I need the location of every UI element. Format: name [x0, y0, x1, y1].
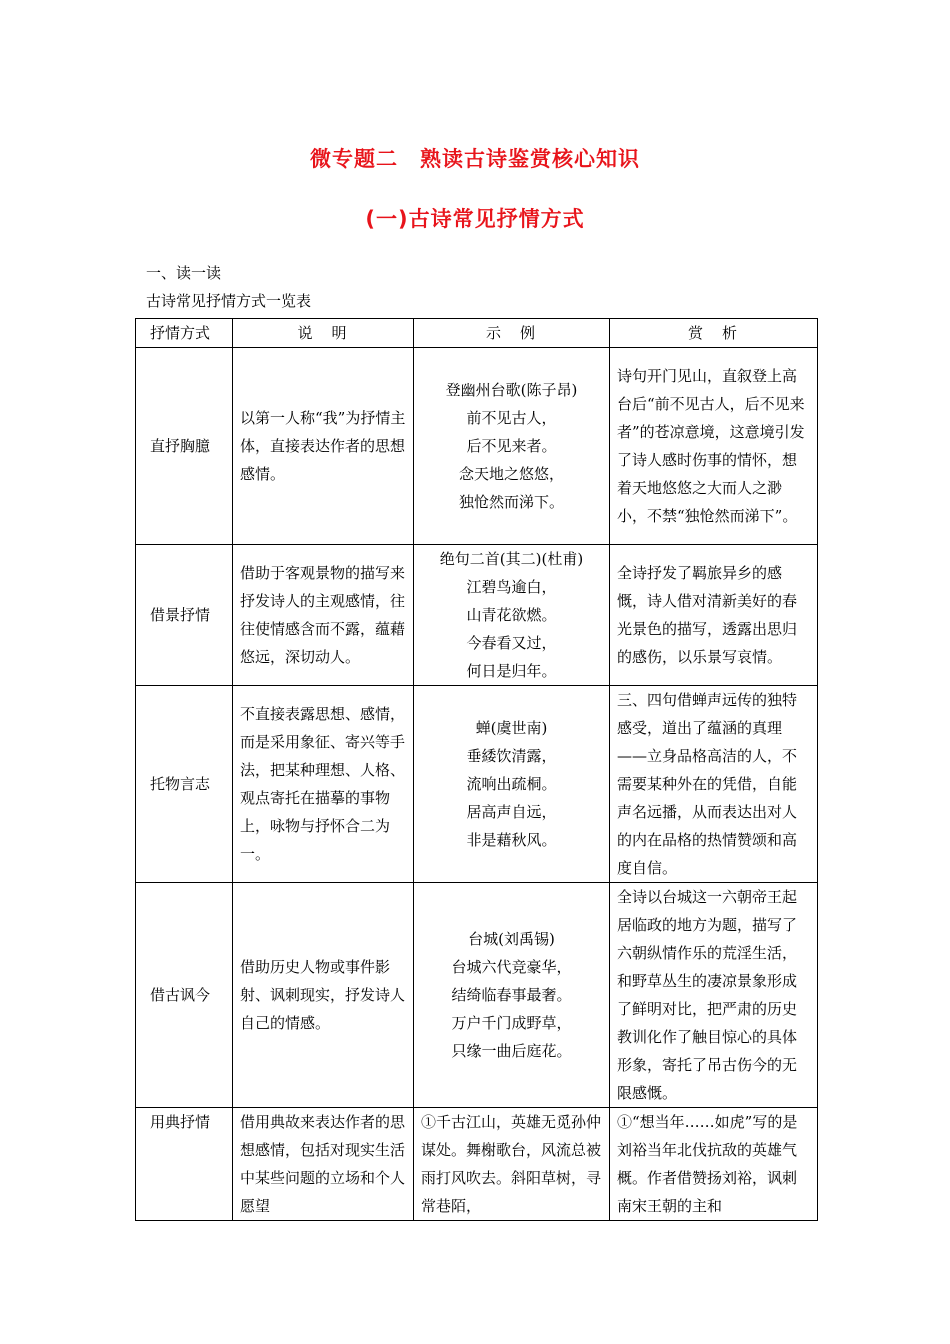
- example-line: 江碧鸟逾白，: [466, 578, 557, 596]
- method-cell: 托物言志: [136, 686, 233, 883]
- example-cell: [414, 545, 610, 686]
- analysis-cell: 三、四句借蝉声远传的独特感受，道出了蕴涵的真理——立身品格高洁的人，不需要某种外在的凭借，自能声名远播，从而表达出对人的内在品格的热情赞颂和高度自信。: [610, 686, 818, 883]
- example-line: 万户千门成野草，: [451, 1014, 572, 1032]
- example-line: 台城(刘禹锡): [468, 930, 555, 948]
- header-analysis: 赏 析: [610, 319, 818, 348]
- description-cell: 借助历史人物或事件影射、讽刺现实，抒发诗人自己的情感。: [233, 883, 414, 1108]
- table-row: [136, 1108, 818, 1221]
- table-caption: 古诗常见抒情方式一览表: [146, 292, 312, 310]
- example-line: 后不见来者。: [466, 437, 557, 455]
- method-cell: 借古讽今: [136, 883, 233, 1108]
- example-line: 今春看又过，: [466, 634, 557, 652]
- description-cell: 借用典故来表达作者的思想感情，包括对现实生活中某些问题的立场和个人愿望: [233, 1108, 414, 1221]
- example-line: 结绮临春事最奢。: [451, 986, 572, 1004]
- example-line: 独怆然而涕下。: [458, 493, 564, 511]
- header-method: 抒情方式: [136, 319, 233, 348]
- example-line: 绝句二首(其二)(杜甫): [439, 550, 584, 568]
- method-cell: 借景抒情: [136, 545, 233, 686]
- table-row: [136, 545, 818, 686]
- description-cell: 不直接表露思想、感情，而是采用象征、寄兴等手法，把某种理想、人格、观点寄托在描摹的事物上，咏物与抒怀合二为一。: [233, 686, 414, 883]
- example-cell: [414, 1108, 610, 1221]
- page-subtitle: (一)古诗常见抒情方式: [365, 207, 585, 231]
- example-cell: [414, 348, 610, 545]
- table-row: [136, 686, 818, 883]
- analysis-cell: 全诗抒发了羁旅异乡的感慨，诗人借对清新美好的春光景色的描写，透露出思归的感伤，以乐景写哀情。: [610, 545, 818, 686]
- example-line: 蝉(虞世南): [475, 719, 548, 737]
- example-cell: [414, 686, 610, 883]
- example-line: 垂緌饮清露，: [466, 747, 557, 765]
- example-line: ①千古江山，英雄无觅孙仲谋处。舞榭歌台，风流总被雨打风吹去。斜阳草树，寻常巷陌，: [421, 1113, 602, 1215]
- example-line: 只缘一曲后庭花。: [451, 1042, 572, 1060]
- method-cell: 用典抒情: [136, 1108, 233, 1221]
- lyric-methods-table: [135, 318, 818, 1221]
- description-cell: 以第一人称“我”为抒情主体，直接表达作者的思想感情。: [233, 348, 414, 545]
- analysis-cell: 诗句开门见山，直叙登上高台后“前不见古人，后不见来者”的苍凉意境，这意境引发了诗人感时伤事的情怀，想着天地悠悠之大而人之渺小，不禁“独怆然而涕下”。: [610, 348, 818, 545]
- example-line: 何日是归年。: [466, 662, 557, 680]
- header-description: 说 明: [233, 319, 414, 348]
- header-example: 示 例: [414, 319, 610, 348]
- table-row: [136, 883, 818, 1108]
- method-cell: 直抒胸臆: [136, 348, 233, 545]
- example-line: 山青花欲燃。: [466, 606, 557, 624]
- example-line: 流响出疏桐。: [466, 775, 557, 793]
- example-line: 非是藉秋风。: [466, 831, 557, 849]
- example-line: 登幽州台歌(陈子昂): [445, 381, 578, 399]
- example-cell: [414, 883, 610, 1108]
- description-cell: 借助于客观景物的描写来抒发诗人的主观感情，往往使情感含而不露，蕴藉悠远，深切动人。: [233, 545, 414, 686]
- analysis-cell: 全诗以台城这一六朝帝王起居临政的地方为题，描写了六朝纵情作乐的荒淫生活，和野草丛生的凄凉景象形成了鲜明对比，把严肃的历史教训化作了触目惊心的具体形象，寄托了吊古伤今的无限感慨。: [610, 883, 818, 1108]
- example-line: 居高声自远，: [466, 803, 557, 821]
- section-label: 一、读一读: [146, 264, 222, 282]
- example-line: 台城六代竞豪华，: [451, 958, 572, 976]
- analysis-cell: ①“想当年……如虎”写的是刘裕当年北伐抗敌的英雄气概。作者借赞扬刘裕，讽刺南宋王朝的主和: [610, 1108, 818, 1221]
- table-row: [136, 348, 818, 545]
- example-line: 前不见古人，: [466, 409, 557, 427]
- table-header-row: [136, 319, 818, 348]
- page-title: 微专题二 熟读古诗鉴赏核心知识: [310, 147, 640, 171]
- example-line: 念天地之悠悠，: [458, 465, 564, 483]
